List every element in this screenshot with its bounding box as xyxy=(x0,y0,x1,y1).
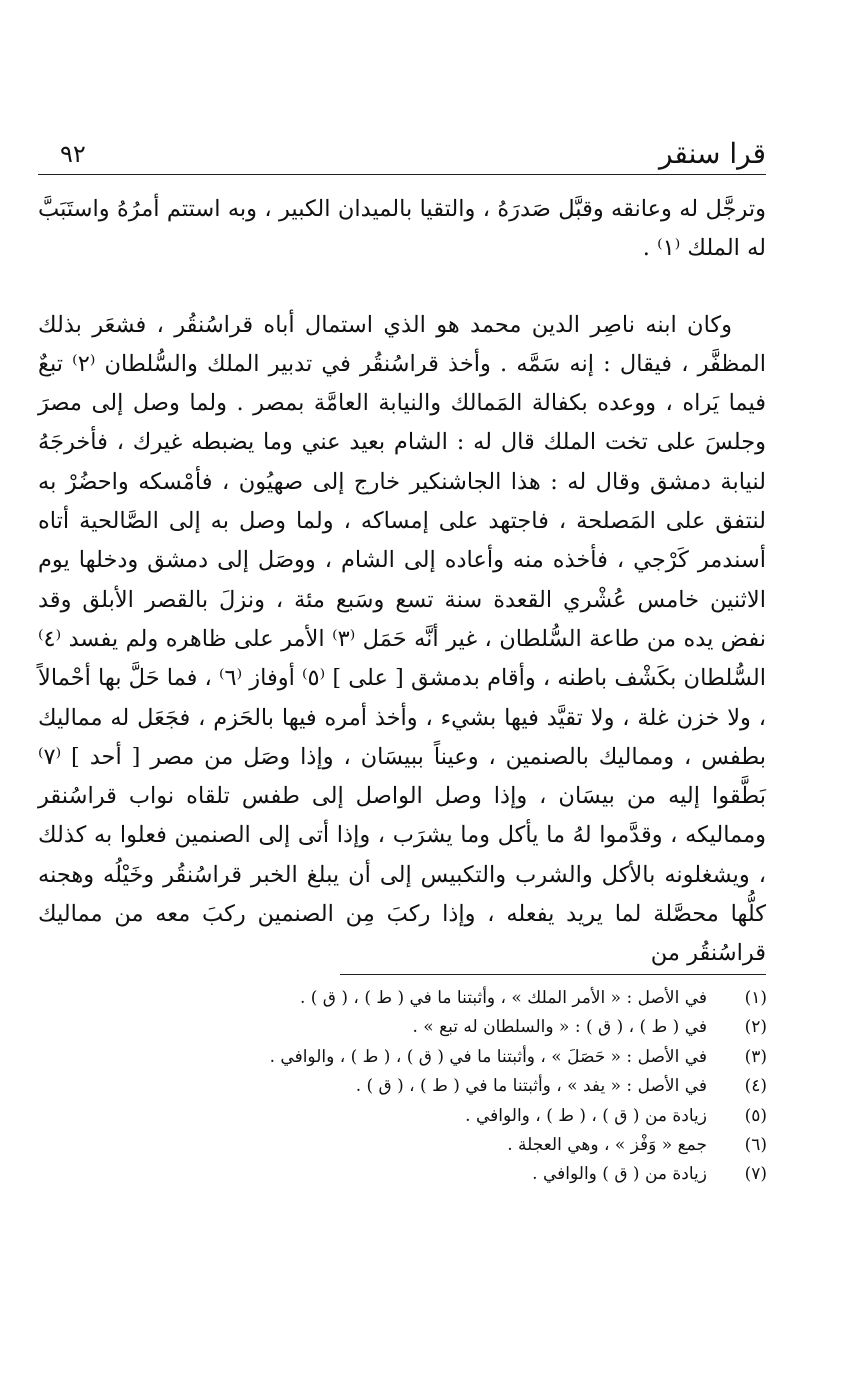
footnote-text: في الأصل : « حَصَلَ » ، وأثبتنا ما في ( ق ) ، ( ط ) ، والوافي . xyxy=(269,1046,707,1067)
footnote-4 xyxy=(147,1072,767,1101)
footnote-2 xyxy=(147,1013,767,1042)
footnotes xyxy=(147,984,767,1190)
footnote-number: (٢) xyxy=(744,1017,767,1038)
footnote-number: (٥) xyxy=(744,1105,767,1126)
running-title: قرا سنقر xyxy=(658,137,766,170)
footnote-text: في ( ط ) ، ( ق ) : « والسلطان له تبع » . xyxy=(412,1017,707,1038)
running-header xyxy=(38,134,766,175)
footnote-number: (٣) xyxy=(744,1046,767,1067)
footnote-number: (٦) xyxy=(744,1134,767,1155)
paragraph-2: وكان ابنه ناصِر الدين محمد هو الذي استمال أباه قراسُنقُر ، فشعَر بذلك المظفَّر ، فيقال : إنه سَمَّه . وأخذ قراسُنقُر في تدبير الملك والسُّلطان ⁽٢⁾ تبعٌ فيما يَراه ، ووعده بكفالة المَمالك والنيابة العامَّة بمصر . ولما وصل إلى مصرَ وجلسَ على تخت الملك قال له : الشام بعيد عني وما يضبطه غيرك ، فأخرجَهُ لنيابة دمشق وقال له : هذا الجاشنكير خارج إلى صهيُون ، فأمْسكه واحضُرْ به لنتفق على المَصلحة ، فاجتهد على إمساكه ، ولما وصل به إلى الصَّالحية أتاه أسندمر كَرْجي ، فأخذه منه وأعاده إلى الشام ، ووصَل إلى دمشق ودخلها يوم الاثنين خامس عُشْري القعدة سنة تسع وسَبع مئة ، ونزلَ بالقصر الأبلق وقد نفض يده من طاعة السُّلطان ، غير أنَّه حَمَل ⁽٣⁾ الأمر على ظاهره ولم يفسد ⁽٤⁾ السُّلطان بكَشْف باطنه ، وأقام بدمشق [ على ] ⁽٥⁾ أوفاز ⁽٦⁾ ، فما حَلَّ بها أحْمالاً ، ولا خزن غلة ، ولا تقيَّد فيها بشيء ، وأخذ أمره فيها بالحَزم ، فجَعَل له مماليك بطفس ، ومماليك بالصنمين ، وعيناً ببيسَان ، وإذا وصَل من مصر [ أحد ] ⁽٧⁾ بَطَّقوا إليه من بيسَان ، وإذا وصل الواصل إلى طفس تلقاه نواب قراسُنقر ومماليكه ، وقدَّموا لهُ ما يأكل وما يشرَب ، وإذا أتى إلى الصنمين فعلوا به كذلك ، ويشغلونه بالأكل والشرب والتكبيس إلى أن يبلغ الخبر قراسُنقُر وخَيْلُه وهجنه كلُّها محصَّلة لما يريد يفعله ، وإذا ركبَ مِن الصنمين ركبَ معه من مماليك قراسُنقُر من xyxy=(38,311,767,967)
footnote-text: جمع « وَفْز » ، وهي العجلة . xyxy=(507,1134,707,1155)
footnote-text: زيادة من ( ق ) ، ( ط ) ، والوافي . xyxy=(465,1105,707,1126)
footnote-1 xyxy=(147,984,767,1013)
footnote-number: (٧) xyxy=(744,1164,767,1185)
footnote-text: في الأصل : « يفد » ، وأثبتنا ما في ( ط ) ، ( ق ) . xyxy=(355,1076,707,1097)
footnote-6 xyxy=(147,1131,767,1160)
footnote-7 xyxy=(147,1160,767,1189)
main-text xyxy=(38,190,766,974)
footnote-3 xyxy=(147,1043,767,1072)
footnote-text: في الأصل : « الأمر الملك » ، وأثبتنا ما في ( ط ) ، ( ق ) . xyxy=(299,988,707,1008)
footnote-5 xyxy=(147,1102,767,1131)
page-number: ٩٢ xyxy=(60,140,86,168)
footnote-divider xyxy=(340,974,766,975)
footnote-text: زيادة من ( ق ) والوافي . xyxy=(532,1164,707,1185)
paragraph-gap xyxy=(38,269,766,306)
paragraph-1: وترجَّل له وعانقه وقبَّل صَدرَهُ ، والتقيا بالميدان الكبير ، وبه استتم أمرُهُ واستَبَبَّ له الملك ⁽١⁾ . xyxy=(38,196,766,262)
footnote-number: (٤) xyxy=(744,1076,767,1097)
footnote-number: (١) xyxy=(744,988,767,1008)
